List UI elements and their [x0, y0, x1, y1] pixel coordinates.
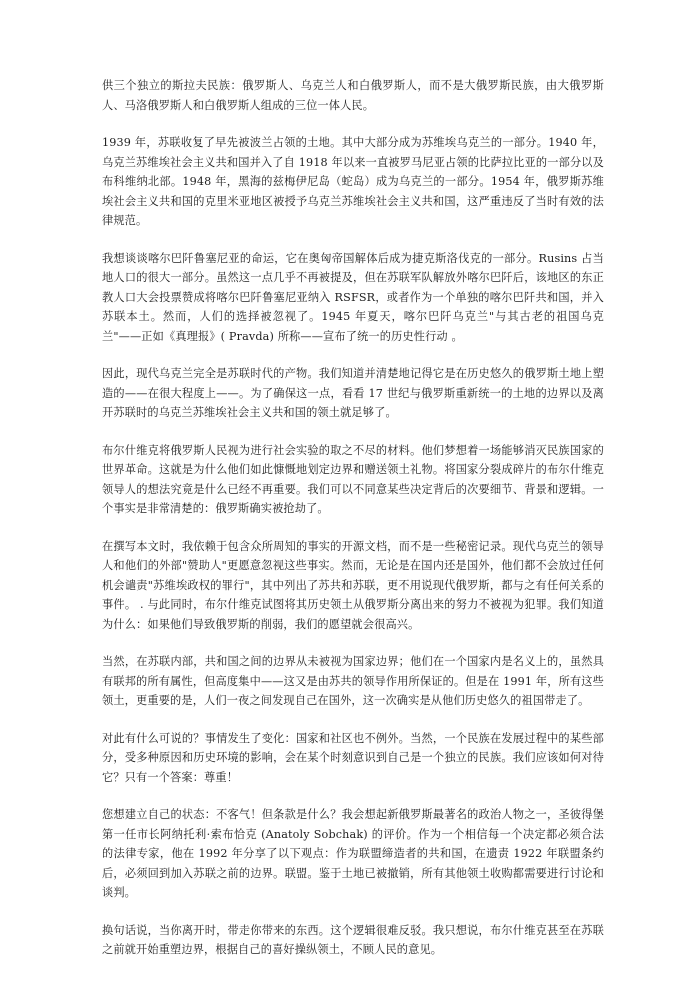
- paragraph-6: 在撰写本文时，我依赖于包含众所周知的事实的开源文档，而不是一些秘密记录。现代乌克兰的领导人和他们的外部"赞助人"更愿意忽视这些事实。然而，无论是在国内还是国外，他们都不会放过任何机会谴责"苏维埃政权的罪行"，其中列出了苏共和苏联，更不用说现代俄罗斯，都与之有任何关系的事件。 . 与此同时，布尔什维克试图将其历史领土从俄罗斯分离出来的努力不被视为犯罪。我们知道为什么：如果他们导致俄罗斯的削弱，我们的愿望就会很高兴。: [102, 539, 604, 631]
- paragraph-4: 因此，现代乌克兰完全是苏联时代的产物。我们知道并清楚地记得它是在历史悠久的俄罗斯土地上塑造的——在很大程度上——。为了确保这一点，看看 17 世纪与俄罗斯重新统一的土地的边界以及离开苏联时的乌克兰苏维埃社会主义共和国的领土就足够了。: [102, 367, 604, 419]
- paragraph-10: 换句话说，当你离开时，带走你带来的东西。这个逻辑很难反驳。我只想说，布尔什维克甚至在苏联之前就开始重塑边界，根据自己的喜好操纵领土，不顾人民的意见。: [102, 923, 604, 956]
- paragraph-3: 我想谈谈喀尔巴阡鲁塞尼亚的命运，它在奥匈帝国解体后成为捷克斯洛伐克的一部分。Rusins 占当地人口的很大一部分。虽然这一点几乎不再被提及，但在苏联军队解放外喀尔巴阡后，该地区的东正教人口大会投票赞成将喀尔巴阡鲁塞尼亚纳入 RSFSR，或者作为一个单独的喀尔巴阡共和国，并入苏联本土。然而，人们的选择被忽视了。1945 年夏天，喀尔巴阡乌克兰"与其古老的祖国乌克兰"——正如《真理报》( Pravda) 所称——宣布了统一的历史性行动 。: [102, 251, 604, 343]
- paragraph-5: 布尔什维克将俄罗斯人民视为进行社会实验的取之不尽的材料。他们梦想着一场能够消灭民族国家的世界革命。这就是为什么他们如此慷慨地划定边界和赠送领土礼物。将国家分裂成碎片的布尔什维克领导人的想法究竟是什么已经不再重要。我们可以不同意某些决定背后的次要细节、背景和逻辑。一个事实是非常清楚的：俄罗斯确实被抢劫了。: [102, 443, 604, 515]
- paragraph-1: 供三个独立的斯拉夫民族：俄罗斯人、乌克兰人和白俄罗斯人，而不是大俄罗斯民族，由大俄罗斯人、马洛俄罗斯人和白俄罗斯人组成的三位一体人民。: [102, 79, 604, 112]
- paragraph-9: 您想建立自己的状态：不客气！但条款是什么？我会想起新俄罗斯最著名的政治人物之一，圣彼得堡第一任市长阿纳托利·索布恰克 (Anatoly Sobchak) 的评价。作为一个相信每一个决定都必须合法的法律专家，他在 1992 年分享了以下观点：作为联盟缔造者的共和国，在遗责 1922 年联盟条约后，必须回到加入苏联之前的边界。联盟。鉴于土地已被撤销，所有其他领土收购都需要进行讨论和谈判。: [102, 808, 604, 899]
- paragraph-7: 当然，在苏联内部，共和国之间的边界从未被视为国家边界；他们在一个国家内是名义上的，虽然具有联邦的所有属性，但高度集中——这又是由苏共的领导作用所保证的。但是在 1991 年，所有这些领土，更重要的是，人们一夜之间发现自己在国外，这一次确实是从他们历史悠久的祖国带走了。: [102, 655, 604, 707]
- paragraph-2: 1939 年，苏联收复了早先被波兰占领的土地。其中大部分成为苏维埃乌克兰的一部分。1940 年，乌克兰苏维埃社会主义共和国并入了自 1918 年以来一直被罗马尼亚占领的比萨拉比亚的一部分以及布科维纳北部。1948 年，黑海的兹梅伊尼岛（蛇岛）成为乌克兰的一部分。1954 年，俄罗斯苏维埃社会主义共和国的克里米亚地区被授予乌克兰苏维埃社会主义共和国，这严重违反了当时有效的法律规范。: [102, 136, 604, 227]
- paragraph-8: 对此有什么可说的？事情发生了变化：国家和社区也不例外。当然，一个民族在发展过程中的某些部分，受多种原因和历史环境的影响，会在某个时刻意识到自己是一个独立的民族。我们应该如何对待它？只有一个答案：尊重！: [102, 731, 604, 784]
- document-page: [102, 76, 604, 978]
